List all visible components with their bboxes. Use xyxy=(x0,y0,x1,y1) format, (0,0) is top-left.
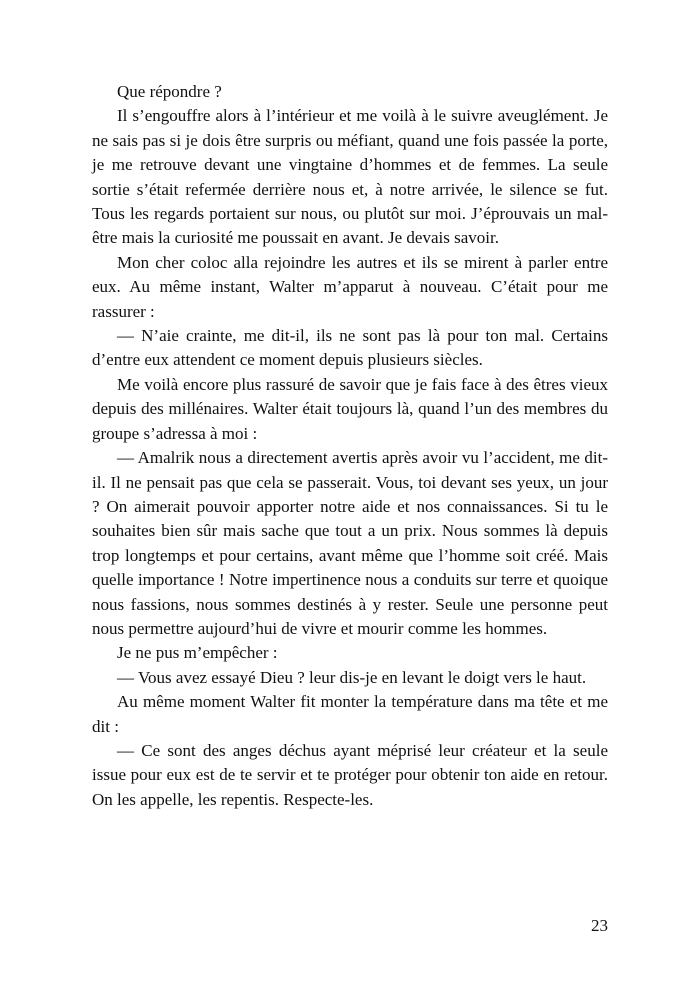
page-body-text xyxy=(92,80,608,812)
page-number: 23 xyxy=(591,916,608,935)
paragraph: — N’aie crainte, me dit-il, ils ne sont pas là pour ton mal. Certains d’entre eux attendent ce moment depuis plusieurs siècles. xyxy=(92,326,608,370)
paragraph: — Vous avez essayé Dieu ? leur dis-je en levant le doigt vers le haut. xyxy=(117,667,587,687)
paragraph: — Amalrik nous a directement avertis après avoir vu l’accident, me dit-il. Il ne pensait pas que cela se passerait. Vous, toi devant ses yeux, un jour ? On aimerait pouvoir apporter notre aide et nos connaissances. Si tu le souhaites bien sûr mais sache que tout a un prix. Nous sommes là depuis trop longtemps et pour certains, avant même que l’homme soit créé. Mais quelle importance ! Notre impertinence nous a conduits sur terre et quoique nous fassions, nous sommes destinés à y rester. Seule une personne peut nous permettre aujourd’hui de vivre et mourir comme les hommes. xyxy=(92,448,608,638)
paragraph: Il s’engouffre alors à l’intérieur et me voilà à le suivre aveuglément. Je ne sais pas si je dois être surpris ou méfiant, quand une fois passée la porte, je me retrouve devant une vingtaine d’hommes et de femmes. La seule sortie s’était refermée derrière nous et, à notre arrivée, le silence se fut. Tous les regards portaient sur nous, ou plutôt sur moi. J’éprouvais un mal-être mais la curiosité me poussait en avant. Je devais savoir. xyxy=(92,106,608,248)
paragraph: Que répondre ? xyxy=(117,82,222,101)
paragraph: Mon cher coloc alla rejoindre les autres et ils se mirent à parler entre eux. Au même instant, Walter m’apparut à nouveau. C’était pour me rassurer : xyxy=(92,252,608,321)
paragraph: Je ne pus m’empêcher : xyxy=(117,643,278,663)
paragraph: Me voilà encore plus rassuré de savoir que je fais face à des êtres vieux depuis des millénaires. Walter était toujours là, quand l’un des membres du groupe s’adressa à moi : xyxy=(92,374,608,443)
paragraph: Au même moment Walter fit monter la température dans ma tête et me dit : xyxy=(92,692,608,736)
paragraph: — Ce sont des anges déchus ayant méprisé leur créateur et la seule issue pour eux est de te servir et te protéger pour obtenir ton aide en retour. On les appelle, les repentis. Respecte-les. xyxy=(92,740,608,809)
